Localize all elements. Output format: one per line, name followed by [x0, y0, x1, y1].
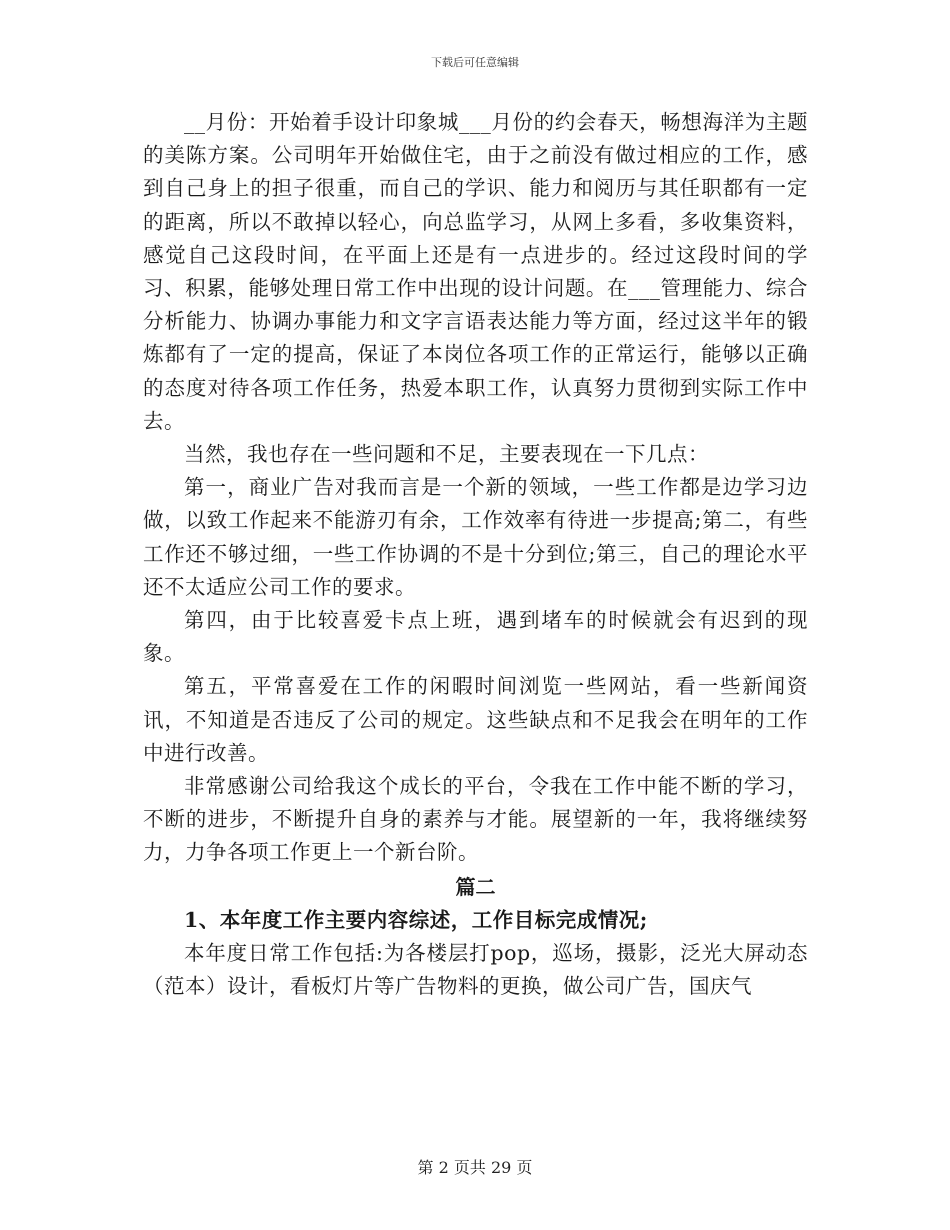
body-paragraph-2: 当然，我也存在一些问题和不足，主要表现在一下几点：	[184, 442, 709, 467]
section-paragraph: 本年度日常工作包括:为各楼层打pop，巡场，摄影，泛光大屏动态（范本）设计，看板灯片等广告物料的更换，做公司广告，国庆气	[143, 940, 808, 999]
page-footer: 第 2 页共 29 页	[417, 1158, 533, 1177]
section-title: 篇二	[455, 874, 496, 899]
body-paragraph-5: 第五，平常喜爱在工作的闲暇时间浏览一些网站，看一些新闻资讯，不知道是否违反了公司的规定。这些缺点和不足我会在明年的工作中进行改善。	[143, 674, 808, 765]
document-body	[143, 106, 808, 1003]
page-header: 下载后可任意编辑	[431, 56, 519, 69]
body-paragraph-3: 第一，商业广告对我而言是一个新的领域，一些工作都是边学习边做，以致工作起来不能游刃有余，工作效率有待进一步提高;第二，有些工作还不够过细，一些工作协调的不是十分到位;第三，自己的理论水平还不太适应公司工作的要求。	[143, 475, 808, 599]
body-paragraph-6: 非常感谢公司给我这个成长的平台，令我在工作中能不断的学习，不断的进步，不断提升自身的素养与才能。展望新的一年，我将继续努力，力争各项工作更上一个新台阶。	[143, 774, 808, 865]
section-heading: 1、本年度工作主要内容综述，工作目标完成情况;	[184, 907, 648, 932]
body-paragraph-4: 第四，由于比较喜爱卡点上班，遇到堵车的时候就会有迟到的现象。	[143, 608, 808, 666]
body-paragraph-1: __月份：开始着手设计印象城___月份的约会春天，畅想海洋为主题的美陈方案。公司明年开始做住宅，由于之前没有做过相应的工作，感到自己身上的担子很重，而自己的学识、能力和阅历与其任职都有一定的距离，所以不敢掉以轻心，向总监学习，从网上多看，多收集资料，感觉自己这段时间，在平面上还是有一点进步的。经过这段时间的学习、积累，能够处理日常工作中出现的设计问题。在___管理能力、综合分析能力、协调办事能力和文字言语表达能力等方面，经过这半年的锻炼都有了一定的提高，保证了本岗位各项工作的正常运行，能够以正确的态度对待各项工作任务，热爱本职工作，认真努力贯彻到实际工作中去。	[143, 110, 808, 433]
